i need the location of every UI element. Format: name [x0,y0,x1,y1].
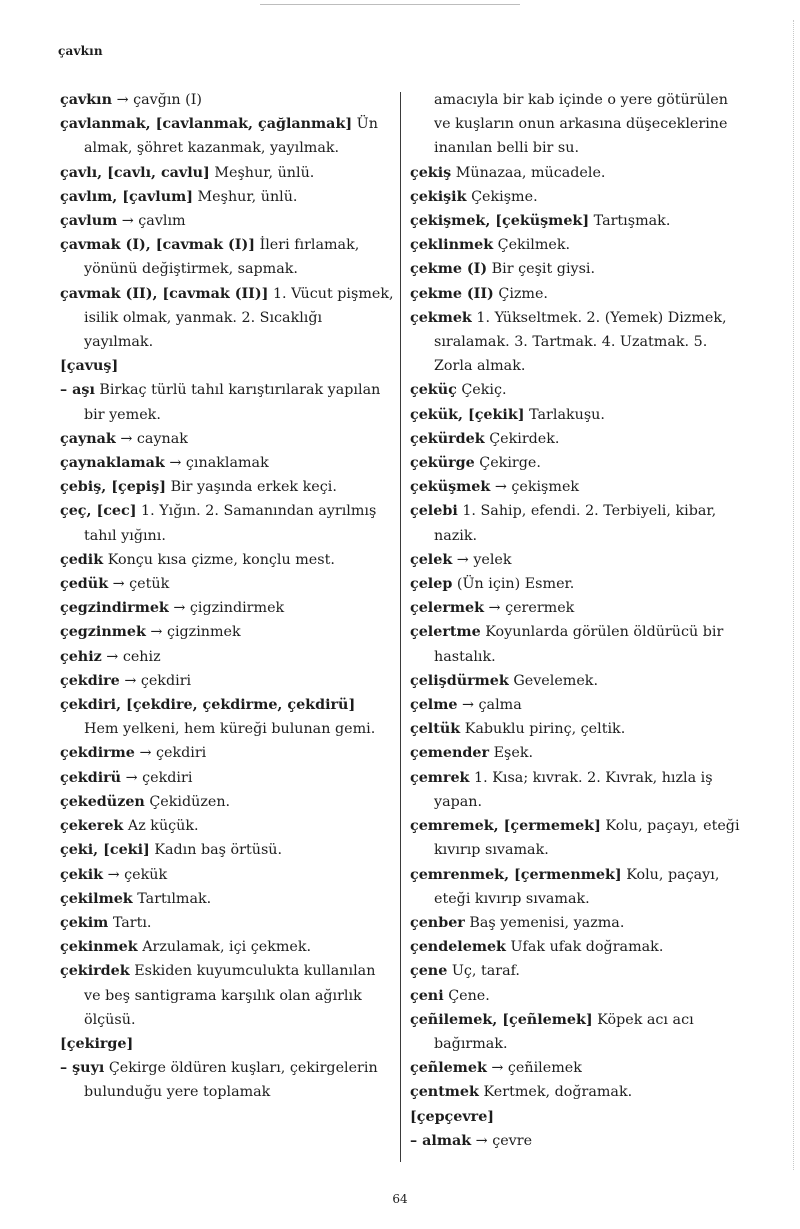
entry-definition: Uç, taraf. [451,963,520,980]
entry-headword: çekdiri, [çekdire, çekdirme, çekdirü] [60,697,356,714]
entry-headword: çegzindirmek [60,600,169,617]
entry-headword: çekirdek [60,963,130,980]
dictionary-entry [60,185,394,209]
entry-definition: Çekirge. [479,455,541,472]
dictionary-entry [60,427,394,451]
dictionary-entry [410,693,740,717]
entry-headword: çekürdek [410,430,485,447]
entry-headword: çekürge [410,455,475,472]
dictionary-entry [60,161,394,185]
entry-headword: çemremek, [çermemek] [410,818,601,835]
dictionary-entry [60,741,394,765]
entry-definition: → çekdiri [125,769,193,786]
entry-definition: Çekirdek. [489,430,560,447]
entry-definition: Köpek acı acı bağırmak. [434,1011,694,1052]
dictionary-entry [60,814,394,838]
dictionary-entry [60,499,394,547]
entry-headword: çelişdürmek [410,672,509,689]
dictionary-entry [410,1008,740,1056]
entry-headword: çekdire [60,672,120,689]
entry-headword: çeni [410,987,444,1004]
entry-headword: çemrek [410,769,470,786]
dictionary-entry [410,403,740,427]
entry-definition: İleri fırlamak, yönünü değiştirmek, sapmak. [84,237,360,278]
entry-headword: çekiş [410,164,452,181]
entry-headword: çemender [410,745,490,762]
entry-headword: çavlum [60,213,118,230]
entry-headword: çeltük [410,721,461,738]
dictionary-entry [410,572,740,596]
entry-definition: Çekirge öldüren kuşları, çekirgelerin bulunduğu yere toplamak [84,1060,378,1101]
entry-headword: çenber [410,914,465,931]
entry-definition: Konçu kısa çizme, konçlu mest. [107,551,335,568]
entry-headword: çavmak (I), [cavmak (I)] [60,237,256,254]
entry-definition: Kadın baş örtüsü. [154,842,283,859]
dictionary-entry [60,693,394,741]
entry-definition: Meşhur, ünlü. [197,188,298,205]
dictionary-entry [60,548,394,572]
running-head: çavkın [58,44,103,58]
dictionary-entry [410,1129,740,1153]
entry-headword: çelermek [410,600,484,617]
dictionary-entry [410,161,740,185]
entry-definition: amacıyla bir kab içinde o yere götürülen ve kuşların onun arkasına düşeceklerine inanılan belli bir su. [434,92,728,157]
entry-headword: [çekirge] [60,1035,134,1052]
dictionary-entry [410,1080,740,1104]
entry-definition: Çekişme. [471,188,538,205]
entry-definition: Çekidüzen. [149,793,231,810]
entry-headword: çekerek [60,818,124,835]
entry-definition: Çekiç. [461,382,507,399]
dictionary-entry [60,935,394,959]
dictionary-entry [60,451,394,475]
entry-headword: çelme [410,697,458,714]
entry-headword: çeküç [410,382,457,399]
entry-definition: → çetük [112,576,170,593]
entry-headword: çemrenmek, [çermenmek] [410,866,622,883]
entry-definition: → çeñilemek [491,1060,582,1077]
entry-headword: çelep [410,576,453,593]
dictionary-entry [410,620,740,668]
entry-definition: Tartılmak. [137,890,212,907]
left-column [60,88,394,1105]
dictionary-entry [60,838,394,862]
entry-definition: Kertmek, doğramak. [483,1084,633,1101]
dictionary-entry [410,257,740,281]
entry-definition: → çalma [462,697,522,714]
page-number: 64 [392,1192,408,1206]
entry-headword: çendelemek [410,939,506,956]
dictionary-entry [60,887,394,911]
entry-headword: çeki, [ceki] [60,842,150,859]
dictionary-entry [60,596,394,620]
dictionary-entry [60,378,394,426]
entry-definition: Tartışmak. [593,213,671,230]
entry-headword: çelertme [410,624,481,641]
dictionary-entry [60,790,394,814]
entry-headword: çebiş, [çepiş] [60,479,167,496]
entry-headword: çelebi [410,503,458,520]
entry-headword: çavlı, [cavlı, cavlu] [60,164,210,181]
dictionary-entry [60,1056,394,1104]
entry-headword: çekişmek, [çeküşmek] [410,213,590,230]
entry-definition: 1. Yığın. 2. Samanından ayrılmış tahıl yığını. [84,503,377,544]
entry-headword: çekme (I) [410,261,488,278]
dictionary-entry [410,814,740,862]
dictionary-entry [60,766,394,790]
entry-headword: çaynak [60,430,116,447]
dictionary-entry [60,645,394,669]
entry-definition: → çigzinmek [150,624,241,641]
entry-definition: Bir çeşit giysi. [491,261,596,278]
entry-headword: çeñilemek, [çeñlemek] [410,1011,593,1028]
entry-headword: çekinmek [60,939,138,956]
entry-definition: → çavlım [121,213,186,230]
entry-definition: → çerermek [488,600,575,617]
scan-artifact-line [260,4,520,5]
entry-headword: çene [410,963,448,980]
dictionary-entry [410,88,740,161]
entry-definition: → çekdiri [124,672,192,689]
entry-definition: → çekişmek [494,479,580,496]
entry-definition: Çekilmek. [497,237,571,254]
dictionary-entry [410,911,740,935]
dictionary-entry [410,499,740,547]
entry-headword: çelek [410,551,453,568]
scan-margin-dots [792,20,794,1170]
entry-headword: çavmak (II), [cavmak (II)] [60,285,269,302]
entry-definition: Gevelemek. [513,672,599,689]
entry-headword: çavlanmak, [cavlanmak, çağlanmak] [60,116,353,133]
dictionary-entry [60,620,394,644]
dictionary-entry [410,427,740,451]
dictionary-entry [60,1032,394,1056]
dictionary-entry [60,911,394,935]
entry-headword: çavkın [60,92,113,108]
dictionary-entry [60,863,394,887]
entry-headword: çaynaklamak [60,455,165,472]
dictionary-entry [410,378,740,402]
entry-headword: çeñlemek [410,1060,487,1077]
dictionary-entry [410,1056,740,1080]
entry-headword: [çepçevre] [410,1108,495,1125]
entry-headword: çentmek [410,1084,479,1101]
entry-headword: çegzinmek [60,624,146,641]
entry-definition: Kolu, paçayı, eteği kıvırıp sıvamak. [434,818,740,859]
entry-headword: çekdirü [60,769,122,786]
entry-headword: çeküşmek [410,479,491,496]
entry-headword: çeç, [cec] [60,503,137,520]
dictionary-entry [410,984,740,1008]
entry-headword: çekilmek [60,890,133,907]
entry-definition: Birkaç türlü tahıl karıştırılarak yapılan bir yemek. [84,382,381,423]
entry-headword: [çavuş] [60,358,119,375]
entry-headword: – aşı [60,382,95,399]
entry-definition: → yelek [456,551,512,568]
dictionary-entry [60,209,394,233]
entry-definition: Baş yemenisi, yazma. [469,914,625,931]
entry-definition: → cehiz [106,648,161,665]
dictionary-entry [410,451,740,475]
dictionary-entry [410,959,740,983]
entry-definition: Az küçük. [127,818,199,835]
dictionary-entry [410,306,740,379]
entry-definition: Meşhur, ünlü. [214,164,315,181]
entry-definition: Çizme. [498,285,548,302]
entry-definition: Tartı. [112,914,152,931]
entry-definition: 1. Vücut pişmek, isilik olmak, yanmak. 2. Sıcaklığı yayılmak. [84,285,394,351]
entry-definition: → çavğın (I) [116,92,202,108]
entry-definition: Ün almak, şöhret kazanmak, yayılmak. [84,116,378,157]
entry-definition: → caynak [120,430,188,447]
dictionary-entry [60,112,394,160]
dictionary-entry [410,741,740,765]
entry-definition: 1. Sahip, efendi. 2. Terbiyeli, kibar, nazik. [434,503,717,544]
entry-headword: çekim [60,914,109,931]
column-divider [400,92,401,1162]
entry-definition: → çekük [107,866,168,883]
entry-definition: 1. Kısa; kıvrak. 2. Kıvrak, hızla iş yapan. [434,769,713,810]
entry-definition: (Ün için) Esmer. [456,576,575,593]
entry-headword: çedük [60,576,109,593]
entry-headword: çekme (II) [410,285,494,302]
dictionary-entry [60,572,394,596]
entry-headword: çekik [60,866,104,883]
entry-headword: çedik [60,551,104,568]
dictionary-entry [410,596,740,620]
dictionary-entry [410,1105,740,1129]
entry-headword: çavlım, [çavlum] [60,188,193,205]
dictionary-entry [410,766,740,814]
dictionary-entry [60,233,394,281]
entry-definition: Kabuklu pirinç, çeltik. [464,721,626,738]
entry-definition: Bir yaşında erkek keçi. [170,479,337,496]
dictionary-entry [60,669,394,693]
dictionary-entry [60,475,394,499]
entry-headword: çeklinmek [410,237,494,254]
entry-definition: Çene. [448,987,490,1004]
dictionary-entry [410,185,740,209]
dictionary-entry [410,935,740,959]
dictionary-entry [410,863,740,911]
entry-headword: çekedüzen [60,793,145,810]
right-column [410,88,740,1153]
entry-headword: çekük, [çekik] [410,406,525,423]
dictionary-entry [410,717,740,741]
dictionary-entry [410,282,740,306]
entry-headword: – almak [410,1132,472,1149]
entry-definition: → çevre [475,1132,533,1149]
entry-definition: → çınaklamak [169,455,269,472]
dictionary-entry [60,354,394,378]
dictionary-entry [60,88,394,112]
dictionary-entry [60,959,394,1032]
entry-headword: – şuyı [60,1060,105,1077]
entry-headword: çekdirme [60,745,135,762]
entry-definition: Koyunlarda görülen öldürücü bir hastalık. [434,624,724,665]
entry-definition: Kolu, paçayı, eteği kıvırıp sıvamak. [434,866,720,907]
entry-definition: Münazaa, mücadele. [455,164,606,181]
entry-definition: Hem yelkeni, hem küreği bulunan gemi. [84,721,376,738]
dictionary-entry [410,548,740,572]
dictionary-entry [410,233,740,257]
entry-definition: → çigzindirmek [173,600,285,617]
dictionary-entry [60,282,394,355]
dictionary-entry [410,209,740,233]
entry-definition: Eskiden kuyumculukta kullanılan ve beş santigrama karşılık olan ağırlık ölçüsü. [84,963,376,1028]
entry-definition: Eşek. [493,745,534,762]
entry-definition: Arzulamak, içi çekmek. [142,939,312,956]
entry-headword: çehiz [60,648,102,665]
entry-definition: Ufak ufak doğramak. [510,939,664,956]
dictionary-entry [410,669,740,693]
entry-headword: çekişik [410,188,467,205]
dictionary-entry [410,475,740,499]
entry-headword: çekmek [410,309,472,326]
entry-definition: Tarlakuşu. [529,406,605,423]
entry-definition: → çekdiri [139,745,207,762]
entry-definition: 1. Yükseltmek. 2. (Yemek) Dizmek, sıralamak. 3. Tartmak. 4. Uzatmak. 5. Zorla almak. [434,309,727,375]
